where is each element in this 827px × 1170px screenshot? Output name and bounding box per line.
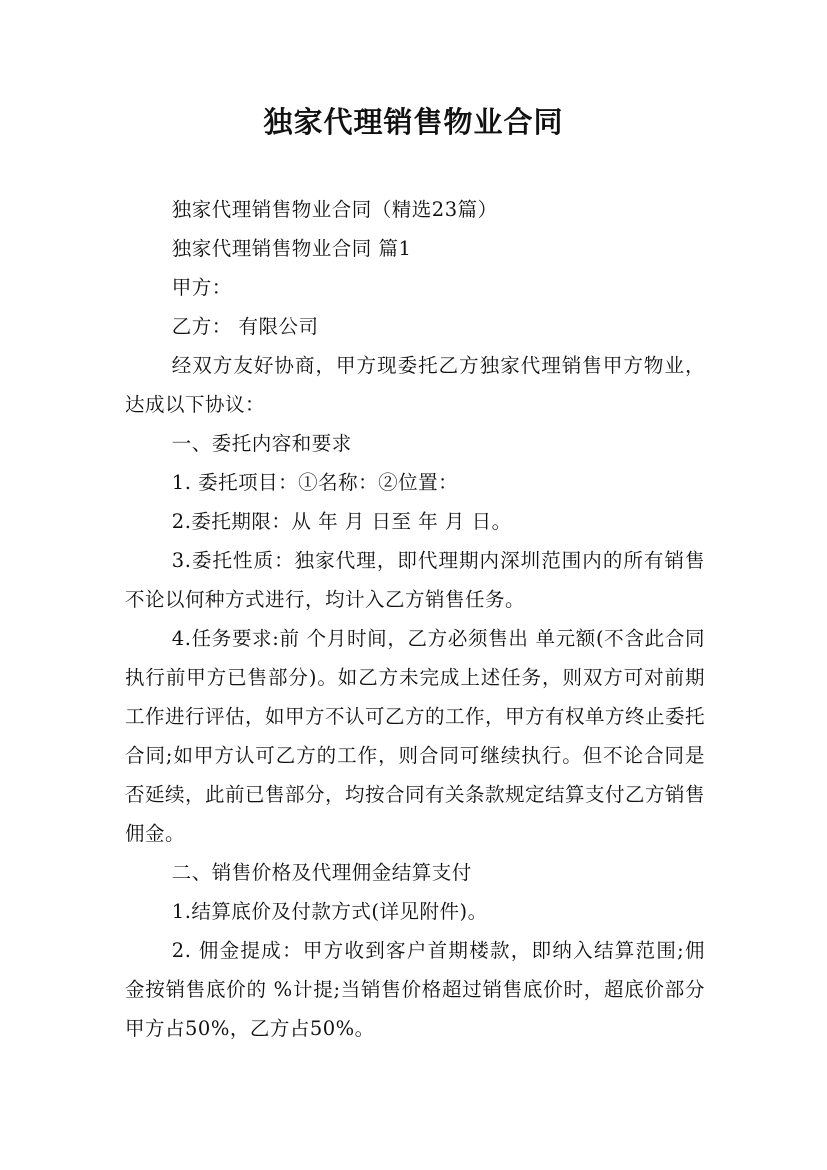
paragraph-party-a: 甲方： [171, 276, 232, 299]
paragraph-subtitle: 独家代理销售物业合同（精选23篇） [171, 198, 498, 221]
document-body [125, 190, 705, 1048]
paragraph-clause-2-heading: 二、销售价格及代理佣金结算支付 [171, 861, 472, 884]
paragraph-clause-2-1: 1.结算底价及付款方式(详见附件)。 [171, 900, 488, 923]
paragraph-clause-1-3: 3.委托性质：独家代理，即代理期内深圳范围内的所有销售不论以何种方式进行，均计入乙方销售任务。 [125, 549, 705, 611]
paragraph-clause-1-2: 2.委托期限：从 年 月 日至 年 月 日。 [171, 510, 512, 533]
paragraph-clause-1-4: 4.任务要求:前 个月时间，乙方必须售出 单元额(不含此合同执行前甲方已售部分)。如乙方未完成上述任务，则双方可对前期工作进行评估，如甲方不认可乙方的工作，甲方有权单方终止委托合同;如甲方认可乙方的工作，则合同可继续执行。但不论合同是否延续，此前已售部分，均按合同有关条款规定结算支付乙方销售佣金。 [125, 627, 706, 845]
paragraph-section-heading: 独家代理销售物业合同 篇1 [171, 237, 412, 260]
document-title: 独家代理销售物业合同 [263, 105, 564, 139]
paragraph-clause-2-2: 2. 佣金提成：甲方收到客户首期楼款，即纳入结算范围;佣金按销售底价的 %计提;当销售价格超过销售底价时，超底价部分甲方占50%，乙方占50%。 [125, 939, 705, 1040]
paragraph-intro: 经双方友好协商，甲方现委托乙方独家代理销售甲方物业，达成以下协议： [125, 354, 705, 416]
paragraph-clause-1-heading: 一、委托内容和要求 [171, 432, 352, 455]
paragraph-party-b: 乙方： 有限公司 [171, 315, 319, 338]
paragraph-clause-1-1: 1. 委托项目：①名称：②位置： [171, 471, 459, 494]
